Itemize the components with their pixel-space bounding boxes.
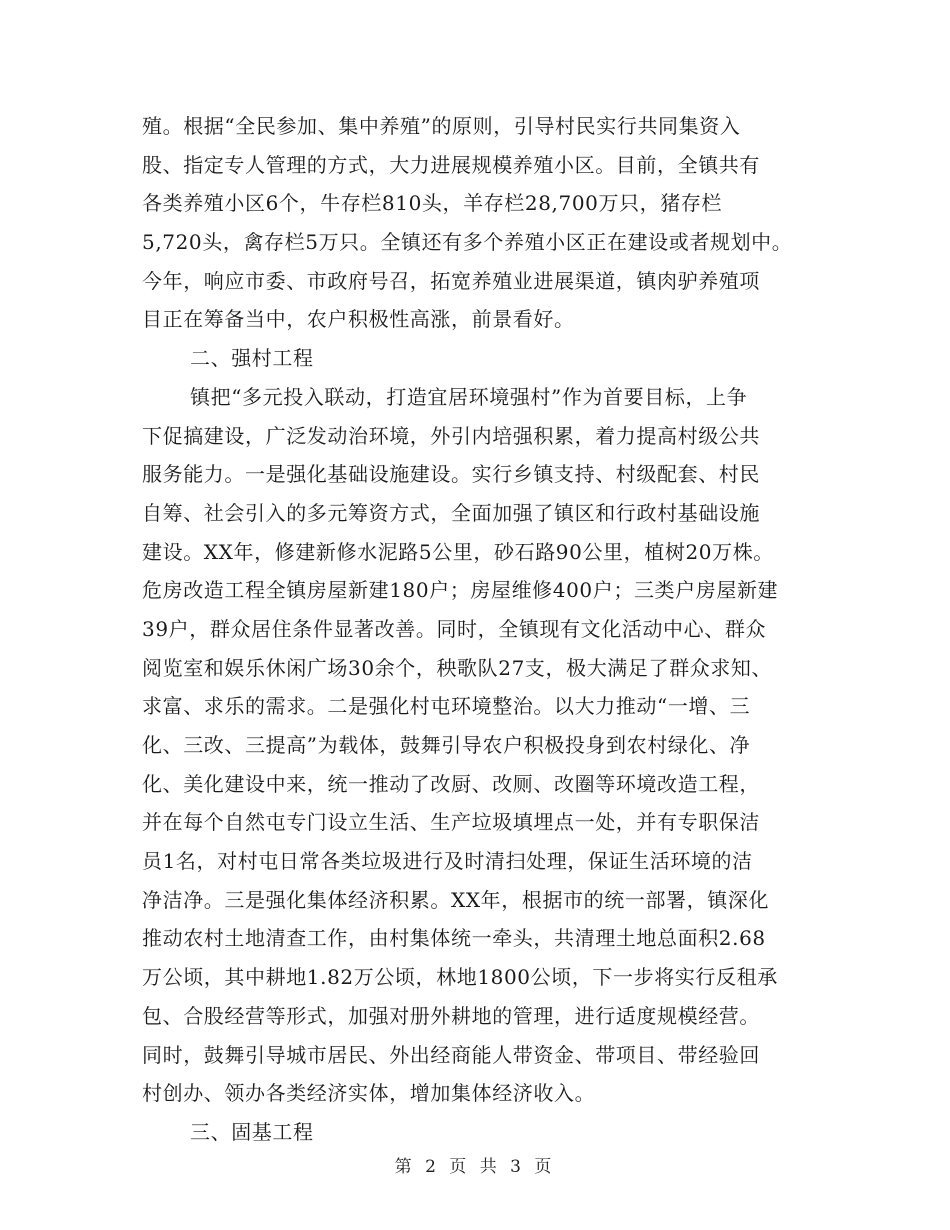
text-line: 各类养殖小区6个，牛存栏810头，羊存栏28,700万只，猪存栏 [142,191,723,216]
text-line: 员1名，对村屯日常各类垃圾进行及时清扫处理，保证生活环境的洁 [142,849,753,874]
text-line: 村创办、领办各类经济实体，增加集体经济收入。 [142,1081,596,1106]
text-line: 化、美化建设中来，统一推动了改厨、改厕、改圈等环境改造工程， [142,771,760,796]
text-line: 建设。XX年，修建新修水泥路5公里，砂石路90公里，植树20万株。 [142,539,774,564]
text-line: 推动农村土地清查工作，由村集体统一牵头，共清理土地总面积2.68 [142,926,766,951]
text-line: 镇把“多元投入联动，打造宜居环境强村”作为首要目标，上争 [190,384,748,409]
page-footer: 第 2 页 共 3 页 [394,1157,556,1177]
text-line: 危房改造工程全镇房屋新建180户；房屋维修400户；三类户房屋新建 [142,578,779,603]
text-line: 39户，群众居住条件显著改善。同时，全镇现有文化活动中心、群众 [142,616,767,641]
text-line: 今年，响应市委、市政府号召，拓宽养殖业进展渠道，镇肉驴养殖项 [142,268,760,293]
text-line: 并在每个自然屯专门设立生活、生产垃圾填埋点一处，并有专职保洁 [142,810,760,835]
text-line: 求富、求乐的需求。二是强化村屯环境整治。以大力推动“一增、三 [142,694,751,719]
text-line: 化、三改、三提高”为载体，鼓舞引导农户积极投身到农村绿化、净 [142,733,751,757]
text-line: 万公顷，其中耕地1.82万公顷，林地1800公顷，下一步将实行反租承 [142,965,778,990]
text-line: 自筹、社会引入的多元筹资方式，全面加强了镇区和行政村基础设施 [142,500,760,525]
text-line: 目正在筹备当中，农户积极性高涨，前景看好。 [142,307,575,332]
text-line: 二、强村工程 [190,346,314,371]
text-line: 殖。根据“全民参加、集中养殖”的原则，引导村民实行共同集资入 [142,114,741,138]
text-line: 下促搞建设，广泛发动治环境，外引内培强积累，着力提高村级公共 [142,423,760,448]
text-line: 同时，鼓舞引导城市居民、外出经商能人带资金、带项目、带经验回 [142,1042,760,1067]
text-line: 服务能力。一是强化基础设施建设。实行乡镇支持、村级配套、村民 [142,462,760,487]
text-line: 三、固基工程 [190,1119,314,1144]
text-line: 净洁净。三是强化集体经济积累。XX年，根据市的统一部署，镇深化 [142,887,770,912]
text-line: 5,720头，禽存栏5万只。全镇还有多个养殖小区正在建设或者规划中。 [142,230,793,255]
text-line: 包、合股经营等形式，加强对册外耕地的管理，进行适度规模经营。 [142,1003,760,1028]
text-line: 股、指定专人管理的方式，大力进展规模养殖小区。目前，全镇共有 [142,152,760,177]
document-body [142,107,822,1152]
text-line: 阅览室和娱乐休闲广场30余个，秧歌队27支，极大满足了群众求知、 [142,655,773,680]
